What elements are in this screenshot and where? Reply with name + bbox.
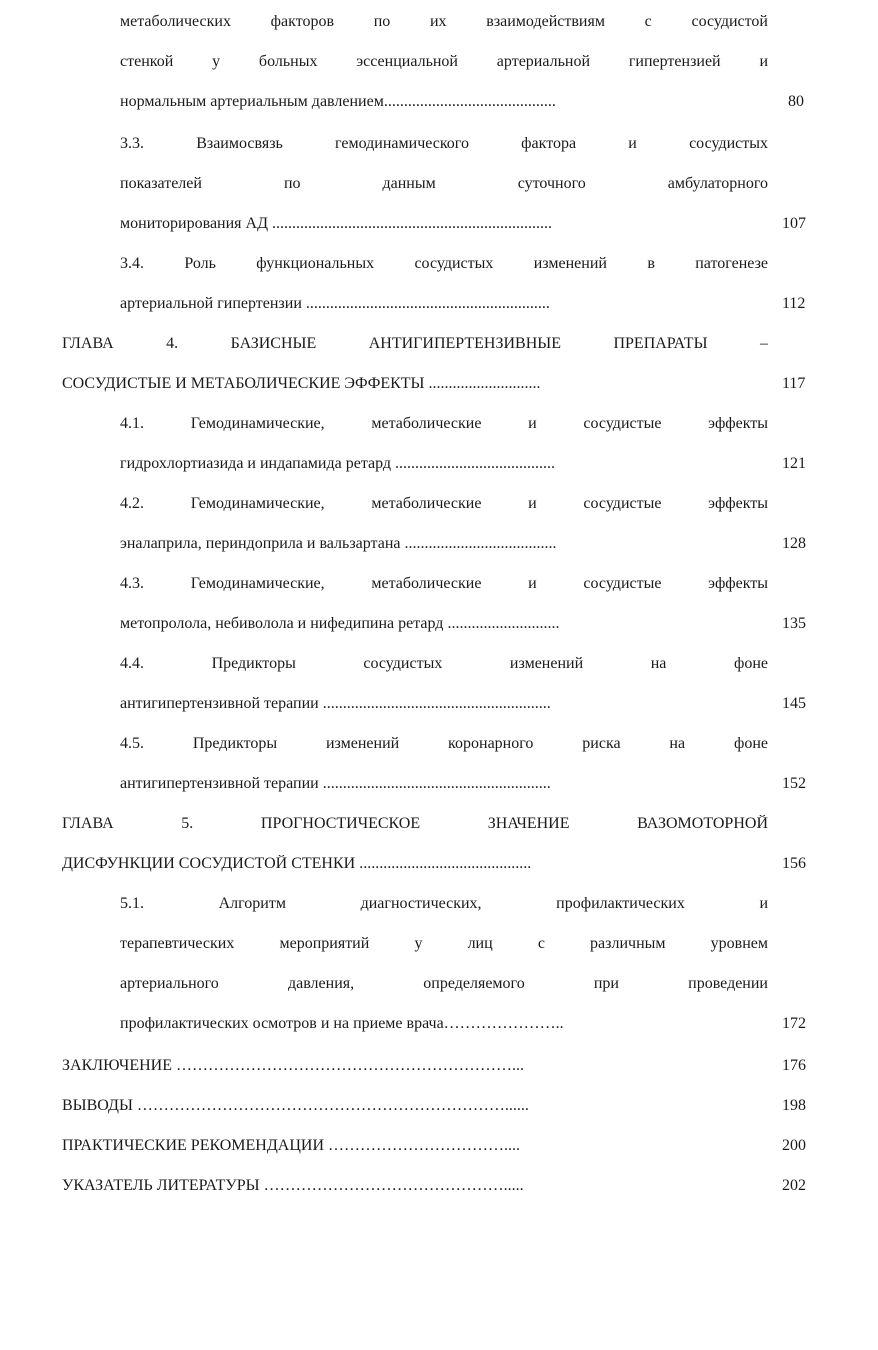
toc-entry-4-5-line-2: антигипертензивной терапии .........................................................: [120, 775, 551, 792]
toc-entry-5-1-page: 172: [782, 1015, 806, 1032]
toc-references: УКАЗАТЕЛЬ ЛИТЕРАТУРЫ ……………………………………….....: [62, 1177, 524, 1194]
toc-entry-3-4-line-1: 3.4. Роль функциональных сосудистых изменений в патогенезе: [120, 255, 768, 272]
toc-entry-3-2-line-1: метаболических факторов по их взаимодействиям с сосудистой: [120, 13, 768, 30]
toc-entry-3-3-line-1: 3.3. Взаимосвязь гемодинамического фактора и сосудистых: [120, 135, 768, 152]
toc-entry-4-1-page: 121: [782, 455, 806, 472]
toc-entry-4-1-line-2: гидрохлортиазида и индапамида ретард ........................................: [120, 455, 556, 472]
toc-findings-page: 198: [782, 1097, 806, 1114]
toc-entry-4-4-line-1: 4.4. Предикторы сосудистых изменений на фоне: [120, 655, 768, 672]
toc-entry-3-2-line-3: нормальным артериальным давлением...........................................: [120, 93, 556, 110]
toc-chapter-4-page: 117: [782, 375, 806, 392]
toc-entry-3-4-line-2: артериальной гипертензии .............................................................: [120, 295, 550, 312]
toc-entry-4-3-line-2: метопролола, небиволола и нифедипина ретард ............................: [120, 615, 560, 632]
toc-chapter-5-line-1: ГЛАВА 5. ПРОГНОСТИЧЕСКОЕ ЗНАЧЕНИЕ ВАЗОМОТОРНОЙ: [62, 815, 768, 832]
toc-references-page: 202: [782, 1177, 806, 1194]
toc-entry-4-2-line-1: 4.2. Гемодинамические, метаболические и сосудистые эффекты: [120, 495, 768, 512]
toc-entry-5-1-line-1: 5.1. Алгоритм диагностических, профилактических и: [120, 895, 768, 912]
toc-entry-3-3-line-3: мониторирования АД ......................................................................: [120, 215, 552, 232]
toc-entry-4-4-line-2: антигипертензивной терапии .........................................................: [120, 695, 551, 712]
toc-entry-3-3-page: 107: [782, 215, 806, 232]
toc-entry-3-3-line-2: показателей по данным суточного амбулаторного: [120, 175, 768, 192]
toc-entry-3-4-page: 112: [782, 295, 806, 312]
toc-recommendations: ПРАКТИЧЕСКИЕ РЕКОМЕНДАЦИИ ……………………………....: [62, 1137, 520, 1154]
toc-entry-4-5-line-1: 4.5. Предикторы изменений коронарного риска на фоне: [120, 735, 768, 752]
toc-entry-4-2-line-2: эналаприла, периндоприла и вальзартана ......................................: [120, 535, 557, 552]
toc-entry-3-2-page: 80: [788, 93, 804, 110]
toc-conclusion-page: 176: [782, 1057, 806, 1074]
toc-chapter-5-line-2: ДИСФУНКЦИИ СОСУДИСТОЙ СТЕНКИ ...........................................: [62, 855, 532, 872]
toc-findings: ВЫВОДЫ ……………………………………………………………......: [62, 1097, 529, 1114]
toc-entry-5-1-line-2: терапевтических мероприятий у лиц с различным уровнем: [120, 935, 768, 952]
toc-entry-4-3-line-1: 4.3. Гемодинамические, метаболические и сосудистые эффекты: [120, 575, 768, 592]
toc-entry-5-1-line-3: артериального давления, определяемого при проведении: [120, 975, 768, 992]
toc-entry-4-1-line-1: 4.1. Гемодинамические, метаболические и сосудистые эффекты: [120, 415, 768, 432]
toc-chapter-4-line-1: ГЛАВА 4. БАЗИСНЫЕ АНТИГИПЕРТЕНЗИВНЫЕ ПРЕПАРАТЫ –: [62, 335, 768, 352]
toc-entry-3-2-line-2: стенкой у больных эссенциальной артериальной гипертензией и: [120, 53, 768, 70]
toc-conclusion: ЗАКЛЮЧЕНИЕ ………………………………………………………...: [62, 1057, 524, 1074]
toc-recommendations-page: 200: [782, 1137, 806, 1154]
toc-entry-4-2-page: 128: [782, 535, 806, 552]
toc-entry-4-5-page: 152: [782, 775, 806, 792]
toc-entry-4-3-page: 135: [782, 615, 806, 632]
toc-chapter-5-page: 156: [782, 855, 806, 872]
toc-entry-4-4-page: 145: [782, 695, 806, 712]
toc-entry-5-1-line-4: профилактических осмотров и на приеме врача…………………..: [120, 1015, 564, 1032]
toc-chapter-4-line-2: СОСУДИСТЫЕ И МЕТАБОЛИЧЕСКИЕ ЭФФЕКТЫ ............................: [62, 375, 541, 392]
